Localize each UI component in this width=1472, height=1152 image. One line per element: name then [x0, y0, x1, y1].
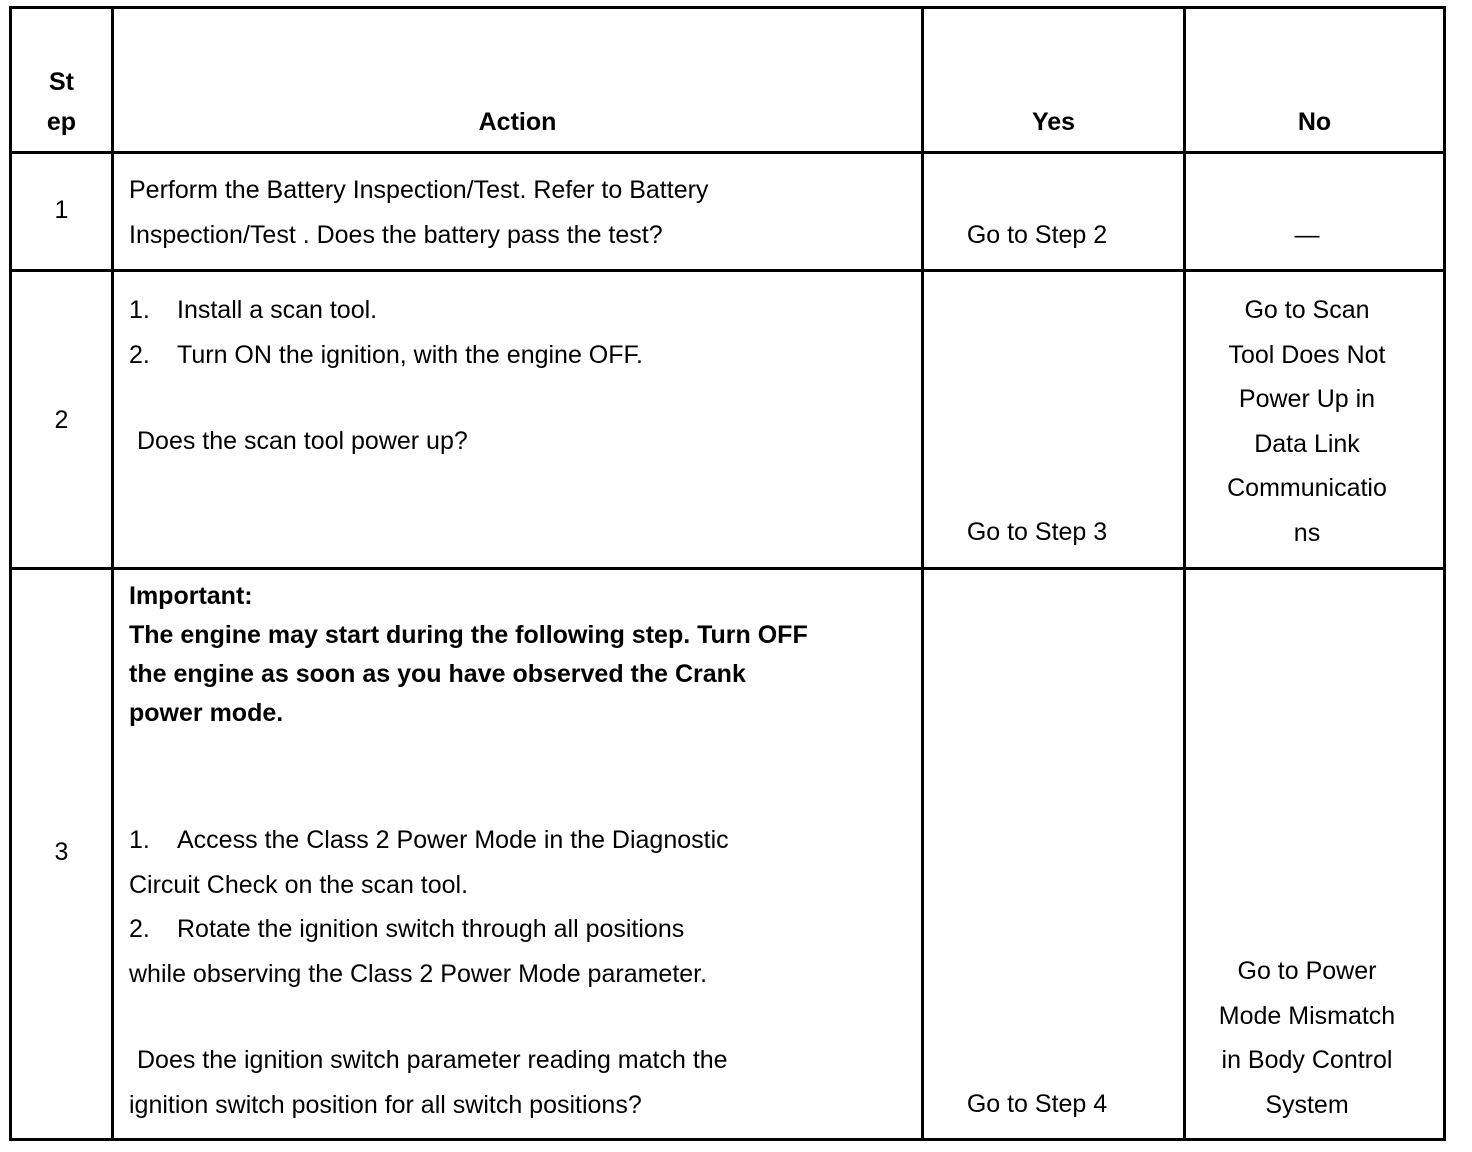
- header-yes: Yes: [1031, 108, 1076, 136]
- table-border-bottom: [9, 1138, 1446, 1141]
- no-result: —: [1294, 221, 1320, 249]
- header-no: No: [1297, 108, 1332, 136]
- yes-result: Go to Step 4: [966, 1090, 1108, 1118]
- yes-result: Go to Step 2: [966, 221, 1108, 249]
- list-item: 2. Rotate the ignition switch through all positions: [129, 915, 685, 943]
- list-item: 2. Turn ON the ignition, with the engine OFF.: [129, 340, 643, 369]
- important-note: Important: The engine may start during the following step. Turn OFF the engine as soon as you have observed the Crank power mode.: [129, 577, 914, 733]
- step-number: 1: [54, 196, 69, 224]
- yes-result: Go to Step 3: [966, 518, 1108, 546]
- list-item: 1. Access the Class 2 Power Mode in the Diagnostic: [129, 826, 729, 854]
- action-text: 1. Access the Class 2 Power Mode in the Diagnostic Circuit Check on the scan tool. 2. Rotate the ignition switch through all positions while observing the Class 2 Power Mode parameter. Does the ignition switch parameter reading match the ignition switch position for all switch positions?: [129, 818, 914, 1127]
- action-text: Perform the Battery Inspection/Test. Refer to Battery Inspection/Test . Does the battery pass the test?: [129, 176, 709, 249]
- question-text: Does the scan tool power up?: [137, 427, 468, 455]
- table-border-right: [1443, 6, 1446, 1141]
- no-result: Go to Power Mode Mismatch in Body Control System: [1218, 957, 1396, 1119]
- column-divider: [921, 6, 924, 1141]
- no-result: Go to Scan Tool Does Not Power Up in Data Link Communicatio ns: [1227, 296, 1387, 547]
- question-text: Does the ignition switch parameter reading match the: [137, 1046, 728, 1074]
- row-divider: [9, 269, 1446, 272]
- row-divider: [9, 567, 1446, 570]
- table-border-top: [9, 6, 1446, 9]
- list-item: 1. Install a scan tool.: [129, 296, 378, 324]
- header-divider: [9, 151, 1446, 154]
- step-number: 3: [54, 838, 69, 866]
- important-label: Important:: [129, 582, 253, 610]
- column-divider: [111, 6, 114, 1141]
- action-text: [129, 288, 914, 464]
- table-border-left: [9, 6, 12, 1141]
- step-number: 2: [54, 406, 69, 434]
- header-step: St ep: [46, 68, 77, 136]
- header-action: Action: [478, 108, 557, 136]
- diagnostic-table: [9, 6, 1446, 1141]
